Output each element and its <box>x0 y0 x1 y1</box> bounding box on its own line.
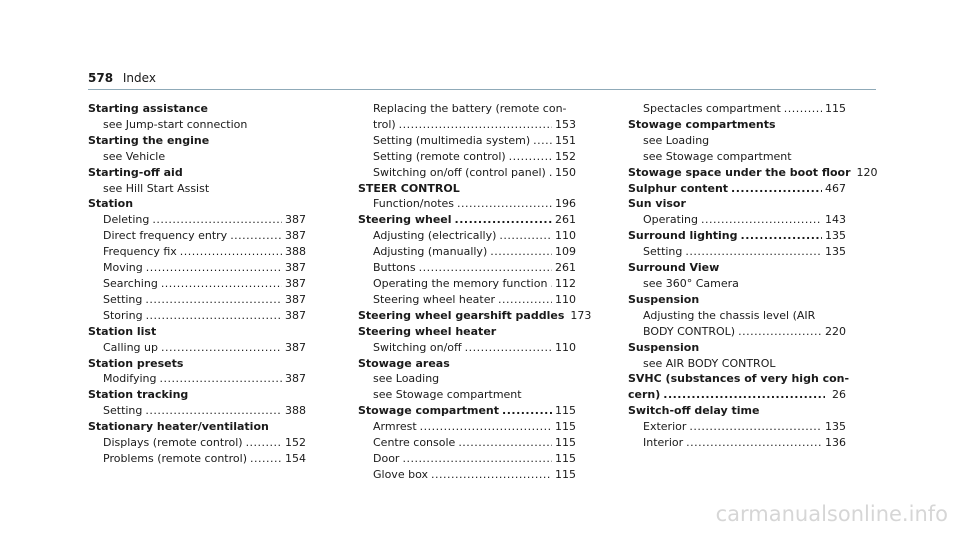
entry-text: Starting the engine <box>88 133 210 147</box>
index-entry-heading <box>88 419 306 435</box>
page-reference: 143 <box>825 213 846 227</box>
leader-dots <box>549 165 552 181</box>
index-entry-sub <box>88 149 306 165</box>
entry-text: Buttons <box>373 261 416 275</box>
leader-dots <box>784 101 822 117</box>
leader-dots <box>455 212 552 228</box>
entry-text: Glove box <box>373 467 428 481</box>
index-entry-heading <box>628 371 850 387</box>
index-column-1 <box>88 101 306 467</box>
page-reference: 115 <box>825 102 846 115</box>
page-reference: 135 <box>825 229 846 243</box>
entry-text: Sulphur content <box>628 181 729 195</box>
index-entry-heading <box>628 340 846 356</box>
index-entry-heading <box>358 308 592 324</box>
page-reference: 261 <box>555 213 576 227</box>
entry-text: Storing <box>103 308 143 322</box>
page-reference: 110 <box>555 340 576 354</box>
entry-text: Sun visor <box>628 197 686 211</box>
leader-dots <box>457 196 552 212</box>
index-entry-sub <box>88 292 306 308</box>
entry-text: Displays (remote control) <box>103 436 243 450</box>
entry-text: Surround View <box>628 261 720 275</box>
entry-text: Deleting <box>103 213 150 227</box>
entry-text: Surround lighting <box>628 229 738 243</box>
leader-dots <box>685 244 822 260</box>
leader-dots <box>490 244 552 260</box>
entry-text: BODY CONTROL) <box>643 324 736 338</box>
entry-text: SVHC (substances of very high con- <box>628 372 850 386</box>
leader-dots <box>689 419 822 435</box>
index-entry-sub <box>628 212 846 228</box>
index-entry-sub <box>628 435 846 451</box>
entry-text: Suspension <box>628 292 700 306</box>
entry-text: Station presets <box>88 356 184 370</box>
index-entry-sub <box>88 260 306 276</box>
leader-dots <box>741 228 822 244</box>
entry-text: Setting <box>643 245 683 259</box>
page-reference: 196 <box>555 197 576 211</box>
index-entry-heading <box>88 387 306 403</box>
entry-text: Setting <box>103 292 143 306</box>
entry-text: see Hill Start Assist <box>103 181 210 195</box>
leader-dots <box>419 260 552 276</box>
index-entry-sub <box>358 292 576 308</box>
index-entry-heading <box>628 292 846 308</box>
index-entry-sub <box>88 371 306 387</box>
entry-text: Suspension <box>628 340 700 354</box>
entry-text: see Jump-start connection <box>103 117 248 131</box>
entry-text: cern) <box>628 388 661 402</box>
entry-text: see 360° Camera <box>643 276 739 290</box>
page-reference: 150 <box>555 165 576 179</box>
index-entry-sub <box>88 276 306 292</box>
entry-text: Adjusting (manually) <box>373 245 488 259</box>
index-entry-sub <box>358 340 576 356</box>
index-entry-heading <box>628 165 878 181</box>
entry-text: Steering wheel <box>358 213 452 227</box>
entry-text: Searching <box>103 276 158 290</box>
entry-text: Steering wheel gearshift paddles <box>358 308 565 322</box>
page-reference: 115 <box>555 404 576 418</box>
leader-dots <box>145 292 282 308</box>
index-entry-sub <box>358 117 576 133</box>
index-entry-sub <box>88 212 306 228</box>
page-reference: 26 <box>832 388 846 402</box>
leader-dots <box>550 276 552 292</box>
index-column-2 <box>358 101 592 483</box>
page-reference: 115 <box>555 436 576 450</box>
index-entry-sub <box>358 196 576 212</box>
entry-text: Operating the memory function <box>373 276 548 290</box>
entry-text: Station <box>88 197 134 211</box>
entry-text: see Vehicle <box>103 149 166 163</box>
page-reference: 388 <box>285 245 306 259</box>
index-entry-sub <box>88 181 306 197</box>
entry-text: Stowage areas <box>358 356 450 370</box>
entry-text: Steering wheel heater <box>358 324 497 338</box>
leader-dots <box>686 435 822 451</box>
index-entry-heading <box>88 324 306 340</box>
entry-text: Centre console <box>373 436 456 450</box>
leader-dots <box>738 324 822 340</box>
entry-text: Setting (remote control) <box>373 149 506 163</box>
index-entry-heading <box>88 196 306 212</box>
entry-text: Replacing the battery (remote con- <box>373 102 567 115</box>
page-number: 578 <box>88 71 114 85</box>
page-reference: 120 <box>856 165 878 179</box>
entry-text: Starting-off aid <box>88 165 183 179</box>
leader-dots <box>145 403 282 419</box>
index-entry-sub <box>358 244 576 260</box>
page-reference: 387 <box>285 292 306 306</box>
index-entry-sub <box>358 467 576 483</box>
page-reference: 388 <box>285 404 306 418</box>
index-entry-sub <box>628 356 846 372</box>
entry-text: see Stowage compartment <box>373 388 522 402</box>
entry-text: Problems (remote control) <box>103 451 247 465</box>
entry-text: trol) <box>373 117 396 131</box>
index-entry-heading <box>88 356 306 372</box>
entry-text: Armrest <box>373 420 417 434</box>
leader-dots <box>399 117 552 133</box>
page-header <box>88 71 156 85</box>
leader-dots <box>509 149 552 165</box>
page-reference: 110 <box>555 229 576 243</box>
leader-dots <box>502 403 552 419</box>
index-entry-sub <box>358 101 576 117</box>
entry-text: Interior <box>643 436 684 450</box>
index-entry-heading <box>358 181 576 197</box>
entry-text: Exterior <box>643 420 687 434</box>
page-reference: 135 <box>825 245 846 259</box>
index-entry-sub <box>628 419 846 435</box>
leader-dots <box>498 292 552 308</box>
leader-dots <box>146 260 282 276</box>
index-entry-sub <box>358 419 576 435</box>
entry-text: Function/notes <box>373 197 455 211</box>
page-reference: 152 <box>555 149 576 163</box>
leader-dots <box>161 340 282 356</box>
entry-text: Setting (multimedia system) <box>373 133 531 147</box>
index-entry-heading <box>358 324 576 340</box>
index-entry-sub <box>88 340 306 356</box>
page-reference: 173 <box>570 308 592 322</box>
index-entry-sub <box>88 403 306 419</box>
page-reference: 153 <box>555 117 576 131</box>
index-entry-sub <box>628 244 846 260</box>
index-entry-sub <box>358 228 576 244</box>
leader-dots <box>146 308 282 324</box>
page-reference: 110 <box>555 292 576 306</box>
index-entry-heading <box>358 356 576 372</box>
page-reference: 115 <box>555 451 576 465</box>
entry-text: Stationary heater/ventilation <box>88 420 269 434</box>
watermark: carmanualsonline.info <box>715 502 948 526</box>
entry-text: Modifying <box>103 372 157 386</box>
index-entry-sub <box>358 387 576 403</box>
index-entry-sub <box>628 101 846 117</box>
leader-dots <box>180 244 282 260</box>
page-reference: 467 <box>825 181 846 195</box>
entry-text: see Loading <box>373 372 440 386</box>
index-entry-sub <box>358 451 576 467</box>
index-entry-sub <box>358 260 576 276</box>
index-entry-sub <box>358 276 576 292</box>
entry-text: Switching on/off (control panel) <box>373 165 546 179</box>
leader-dots <box>152 212 282 228</box>
index-entry-heading <box>628 196 846 212</box>
entry-text: Station tracking <box>88 388 189 402</box>
entry-text: Setting <box>103 404 143 418</box>
index-entry-heading <box>628 403 846 419</box>
entry-text: Stowage compartments <box>628 117 776 131</box>
leader-dots <box>731 181 822 197</box>
entry-text: Adjusting (electrically) <box>373 229 497 243</box>
entry-text: Starting assistance <box>88 102 208 115</box>
page-reference: 387 <box>285 261 306 275</box>
index-entry-sub <box>628 133 846 149</box>
page-reference: 261 <box>555 261 576 275</box>
index-entry-heading <box>628 228 846 244</box>
page-reference: 152 <box>285 436 306 450</box>
leader-dots <box>458 435 552 451</box>
page-reference: 220 <box>825 324 846 338</box>
entry-text: Spectacles compartment <box>643 102 781 115</box>
entry-text: Steering wheel heater <box>373 292 495 306</box>
page-reference: 115 <box>555 467 576 481</box>
page-reference: 387 <box>285 340 306 354</box>
entry-text: Stowage compartment <box>358 404 500 418</box>
index-entry-sub <box>358 133 576 149</box>
entry-text: Frequency fix <box>103 245 177 259</box>
index-entry-sub <box>358 435 576 451</box>
leader-dots <box>159 371 282 387</box>
index-entry-sub <box>88 117 306 133</box>
page-reference: 387 <box>285 308 306 322</box>
entry-text: Door <box>373 451 400 465</box>
page-reference: 136 <box>825 436 846 450</box>
leader-dots <box>431 467 552 483</box>
index-entry-heading <box>628 260 846 276</box>
section-title: Index <box>122 71 156 85</box>
page-reference: 154 <box>285 451 306 465</box>
page-reference: 112 <box>555 276 576 290</box>
index-entry-sub <box>88 451 306 467</box>
entry-text: Operating <box>643 213 698 227</box>
page-reference: 387 <box>285 229 306 243</box>
page-reference: 151 <box>555 133 576 147</box>
index-entry-heading <box>628 117 846 133</box>
leader-dots <box>701 212 822 228</box>
page-reference: 387 <box>285 276 306 290</box>
index-entry-sub <box>88 244 306 260</box>
index-entry-sub <box>358 371 576 387</box>
header-divider <box>88 89 876 90</box>
entry-text: see Loading <box>643 133 710 147</box>
entry-text: see Stowage compartment <box>643 149 792 163</box>
leader-dots <box>499 228 552 244</box>
entry-text: Calling up <box>103 340 158 354</box>
page-reference: 135 <box>825 420 846 434</box>
index-entry-sub <box>628 324 846 340</box>
page-reference: 109 <box>555 245 576 259</box>
leader-dots <box>230 228 282 244</box>
leader-dots <box>663 387 825 403</box>
index-entry-heading <box>88 165 306 181</box>
index-entry-sub <box>358 149 576 165</box>
entry-text: Stowage space under the boot floor <box>628 165 851 179</box>
index-entry-sub <box>88 308 306 324</box>
entry-text: Station list <box>88 324 157 338</box>
entry-text: Moving <box>103 261 143 275</box>
entry-text: Direct frequency entry <box>103 229 228 243</box>
index-entry-sub <box>358 165 576 181</box>
page-reference: 387 <box>285 213 306 227</box>
leader-dots <box>161 276 282 292</box>
index-entry-heading <box>358 212 576 228</box>
leader-dots <box>402 451 552 467</box>
page-reference: 387 <box>285 372 306 386</box>
leader-dots <box>420 419 552 435</box>
index-entry-heading <box>628 387 846 403</box>
index-entry-heading <box>628 181 846 197</box>
index-entry-sub <box>88 228 306 244</box>
leader-dots <box>465 340 552 356</box>
leader-dots <box>250 451 282 467</box>
entry-text: Switching on/off <box>373 340 462 354</box>
index-entry-sub <box>88 435 306 451</box>
entry-text: Adjusting the chassis level (AIR <box>643 308 816 322</box>
index-entry-heading <box>88 133 306 149</box>
entry-text: STEER CONTROL <box>358 181 460 195</box>
index-entry-heading <box>358 403 576 419</box>
entry-text: Switch-off delay time <box>628 404 760 418</box>
index-entry-sub <box>628 149 846 165</box>
leader-dots <box>246 435 282 451</box>
index-entry-sub <box>628 276 846 292</box>
index-entry-sub <box>628 308 846 324</box>
entry-text: see AIR BODY CONTROL <box>643 356 776 370</box>
leader-dots <box>533 133 552 149</box>
page-reference: 115 <box>555 420 576 434</box>
index-column-3 <box>628 101 878 451</box>
index-entry-heading <box>88 101 306 117</box>
